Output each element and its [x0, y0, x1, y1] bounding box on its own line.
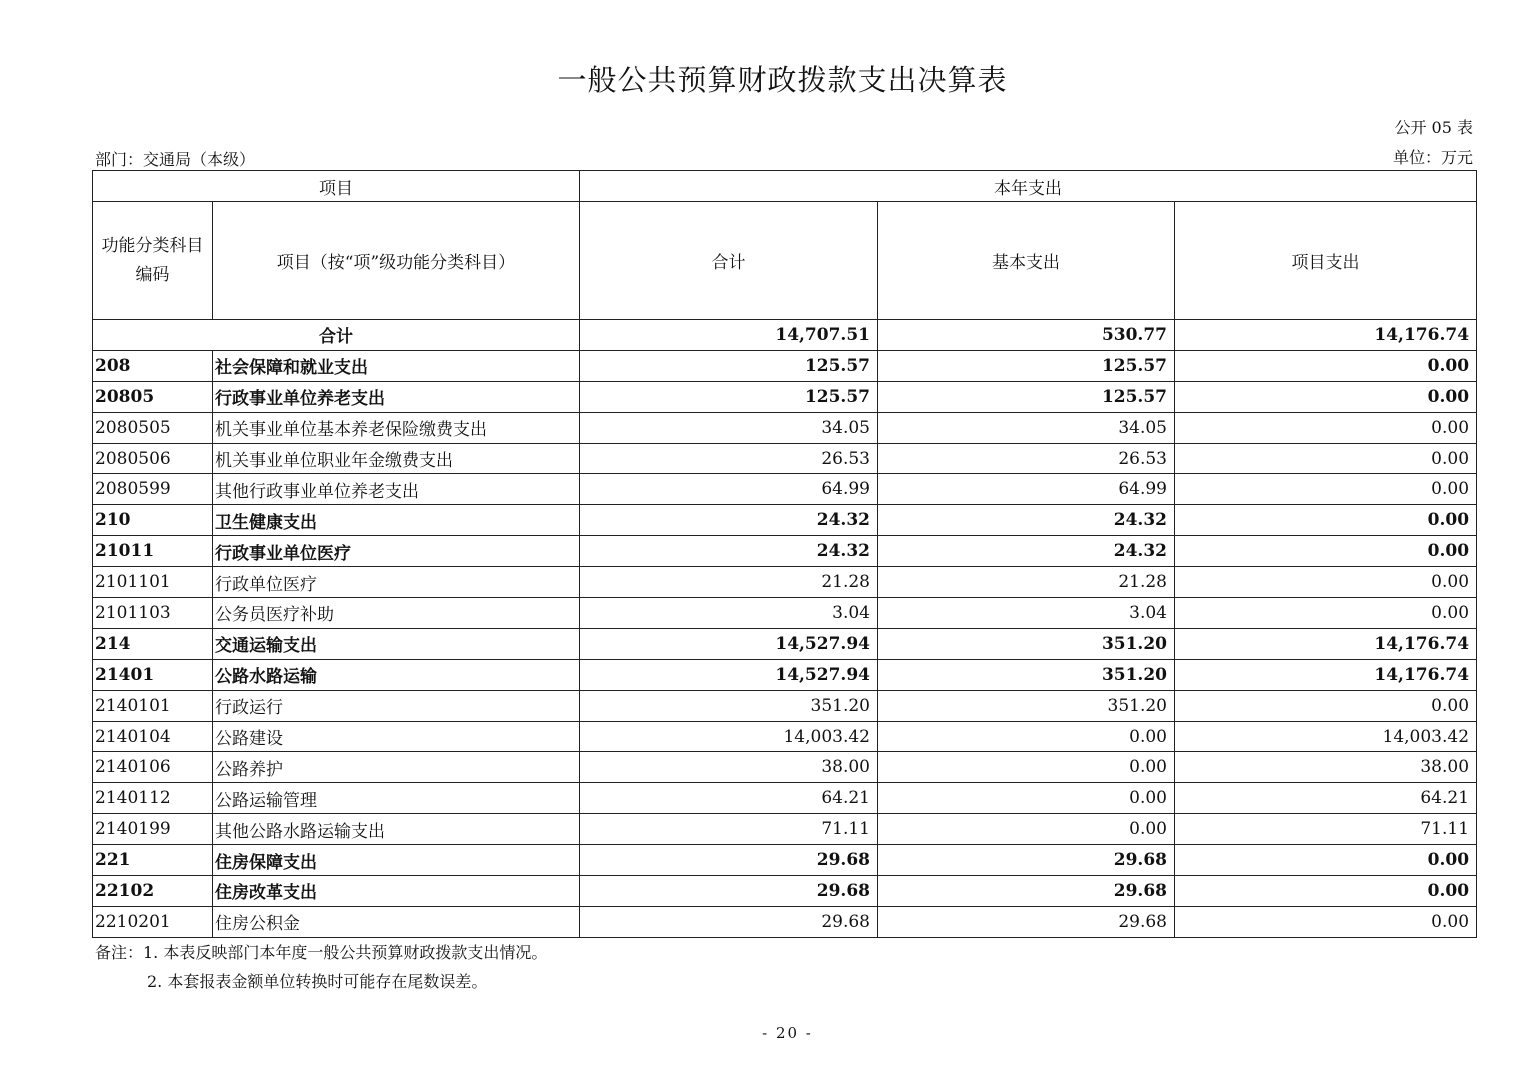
row-basic: 26.53 [878, 443, 1175, 474]
row-code: 2140106 [93, 752, 213, 783]
row-project: 0.00 [1175, 598, 1477, 629]
row-basic: 3.04 [878, 598, 1175, 629]
header-total: 合计 [580, 202, 878, 320]
row-project: 38.00 [1175, 752, 1477, 783]
table-row [93, 752, 1477, 783]
table-row [93, 906, 1477, 937]
row-code: 2101101 [93, 567, 213, 598]
total-basic-value: 530.77 [878, 320, 1175, 351]
row-name: 公路运输管理 [213, 783, 580, 814]
row-total: 34.05 [580, 412, 878, 443]
row-name: 社会保障和就业支出 [213, 350, 580, 381]
row-project: 0.00 [1175, 474, 1477, 505]
header-project-expenditure: 项目支出 [1175, 202, 1477, 320]
total-label: 合计 [93, 320, 580, 351]
row-total: 26.53 [580, 443, 878, 474]
row-basic: 351.20 [878, 690, 1175, 721]
table-row [93, 443, 1477, 474]
row-project: 64.21 [1175, 783, 1477, 814]
row-project: 0.00 [1175, 536, 1477, 567]
row-total: 14,527.94 [580, 628, 878, 659]
row-code: 214 [93, 628, 213, 659]
row-project: 0.00 [1175, 690, 1477, 721]
row-code: 221 [93, 845, 213, 876]
row-code: 2080506 [93, 443, 213, 474]
row-total: 125.57 [580, 350, 878, 381]
row-code: 2140112 [93, 783, 213, 814]
row-code: 22102 [93, 876, 213, 907]
row-basic: 0.00 [878, 783, 1175, 814]
row-project: 0.00 [1175, 443, 1477, 474]
row-name: 公务员医疗补助 [213, 598, 580, 629]
table-row [93, 536, 1477, 567]
row-name: 公路建设 [213, 721, 580, 752]
row-name: 住房保障支出 [213, 845, 580, 876]
row-code: 210 [93, 505, 213, 536]
header-project: 项目 [93, 171, 580, 202]
row-basic: 64.99 [878, 474, 1175, 505]
header-code: 功能分类科目编码 [93, 202, 213, 320]
header-row-2 [93, 202, 1477, 320]
row-name: 住房公积金 [213, 906, 580, 937]
row-name: 行政运行 [213, 690, 580, 721]
row-name: 机关事业单位职业年金缴费支出 [213, 443, 580, 474]
row-total: 64.21 [580, 783, 878, 814]
row-name: 其他公路水路运输支出 [213, 814, 580, 845]
row-code: 21011 [93, 536, 213, 567]
row-total: 24.32 [580, 536, 878, 567]
row-code: 2140104 [93, 721, 213, 752]
row-name: 公路养护 [213, 752, 580, 783]
department-label: 部门：交通局（本级） [95, 150, 256, 169]
row-code: 2140199 [93, 814, 213, 845]
row-total: 125.57 [580, 381, 878, 412]
row-basic: 0.00 [878, 814, 1175, 845]
row-code: 2210201 [93, 906, 213, 937]
row-code: 208 [93, 350, 213, 381]
row-code: 2080505 [93, 412, 213, 443]
table-row [93, 474, 1477, 505]
row-basic: 0.00 [878, 721, 1175, 752]
table-row [93, 721, 1477, 752]
row-project: 71.11 [1175, 814, 1477, 845]
row-project: 0.00 [1175, 845, 1477, 876]
row-code: 20805 [93, 381, 213, 412]
note-2: 2. 本套报表金额单位转换时可能存在尾数误差。 [147, 972, 488, 991]
page-number: - 20 - [762, 1024, 813, 1042]
row-basic: 29.68 [878, 876, 1175, 907]
expenditure-table [92, 170, 1477, 938]
row-name: 机关事业单位基本养老保险缴费支出 [213, 412, 580, 443]
row-project: 0.00 [1175, 906, 1477, 937]
row-total: 351.20 [580, 690, 878, 721]
table-row [93, 412, 1477, 443]
row-project: 0.00 [1175, 412, 1477, 443]
row-total: 21.28 [580, 567, 878, 598]
row-name: 交通运输支出 [213, 628, 580, 659]
table-row [93, 381, 1477, 412]
header-current-year: 本年支出 [580, 171, 1477, 202]
row-code: 2080599 [93, 474, 213, 505]
row-basic: 29.68 [878, 845, 1175, 876]
page-title: 一般公共预算财政拨款支出决算表 [557, 63, 1008, 97]
row-basic: 0.00 [878, 752, 1175, 783]
header-row-1 [93, 171, 1477, 202]
row-basic: 21.28 [878, 567, 1175, 598]
table-row [93, 350, 1477, 381]
row-basic: 24.32 [878, 536, 1175, 567]
table-row [93, 659, 1477, 690]
total-project-value: 14,176.74 [1175, 320, 1477, 351]
total-row [93, 320, 1477, 351]
table-row [93, 845, 1477, 876]
row-code: 2140101 [93, 690, 213, 721]
row-project: 0.00 [1175, 381, 1477, 412]
table-row [93, 690, 1477, 721]
row-total: 29.68 [580, 876, 878, 907]
row-project: 0.00 [1175, 567, 1477, 598]
header-basic: 基本支出 [878, 202, 1175, 320]
row-total: 38.00 [580, 752, 878, 783]
row-basic: 34.05 [878, 412, 1175, 443]
row-name: 住房改革支出 [213, 876, 580, 907]
row-total: 14,527.94 [580, 659, 878, 690]
row-basic: 125.57 [878, 381, 1175, 412]
row-name: 公路水路运输 [213, 659, 580, 690]
row-total: 64.99 [580, 474, 878, 505]
row-total: 29.68 [580, 845, 878, 876]
unit-label: 单位：万元 [1392, 148, 1473, 167]
row-name: 行政事业单位养老支出 [213, 381, 580, 412]
row-basic: 29.68 [878, 906, 1175, 937]
header-name: 项目（按“项”级功能分类科目） [213, 202, 580, 320]
table-row [93, 505, 1477, 536]
table-row [93, 628, 1477, 659]
row-total: 24.32 [580, 505, 878, 536]
row-name: 行政事业单位医疗 [213, 536, 580, 567]
row-total: 3.04 [580, 598, 878, 629]
table-row [93, 783, 1477, 814]
note-1: 备注：1. 本表反映部门本年度一般公共预算财政拨款支出情况。 [95, 943, 548, 962]
row-project: 0.00 [1175, 505, 1477, 536]
row-total: 14,003.42 [580, 721, 878, 752]
table-row [93, 567, 1477, 598]
row-name: 其他行政事业单位养老支出 [213, 474, 580, 505]
row-total: 29.68 [580, 906, 878, 937]
row-basic: 351.20 [878, 659, 1175, 690]
row-code: 21401 [93, 659, 213, 690]
row-project: 0.00 [1175, 876, 1477, 907]
row-project: 14,176.74 [1175, 628, 1477, 659]
row-basic: 125.57 [878, 350, 1175, 381]
table-row [93, 814, 1477, 845]
table-row [93, 876, 1477, 907]
row-project: 0.00 [1175, 350, 1477, 381]
row-name: 行政单位医疗 [213, 567, 580, 598]
form-number: 公开 05 表 [1394, 118, 1473, 137]
table-row [93, 598, 1477, 629]
total-value: 14,707.51 [580, 320, 878, 351]
row-code: 2101103 [93, 598, 213, 629]
row-project: 14,176.74 [1175, 659, 1477, 690]
row-total: 71.11 [580, 814, 878, 845]
row-project: 14,003.42 [1175, 721, 1477, 752]
row-basic: 24.32 [878, 505, 1175, 536]
row-name: 卫生健康支出 [213, 505, 580, 536]
row-basic: 351.20 [878, 628, 1175, 659]
